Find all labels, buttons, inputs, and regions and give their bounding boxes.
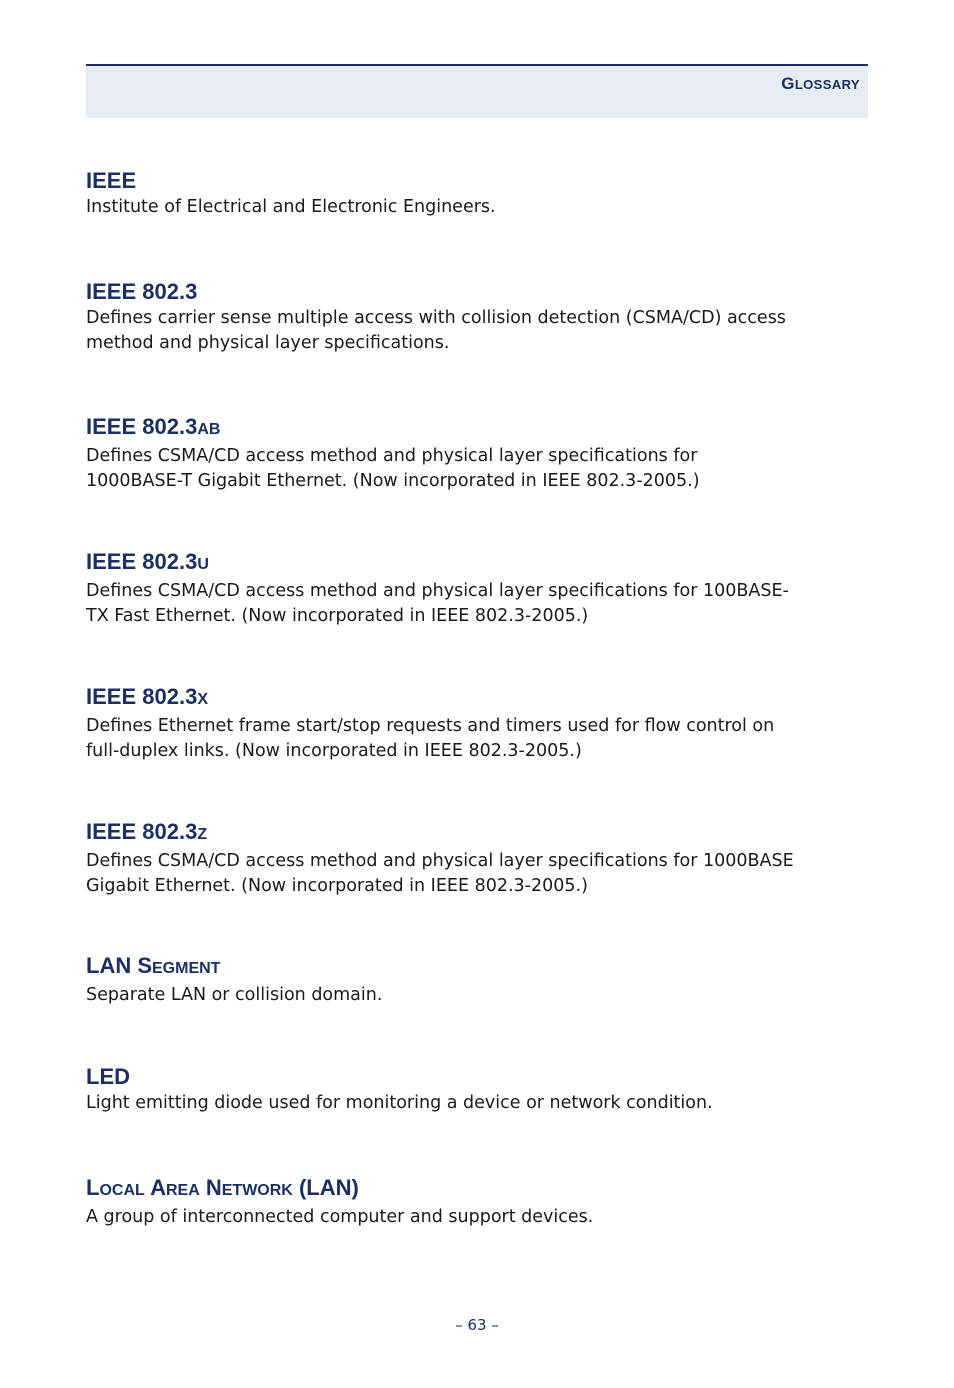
glossary-definition: Defines Ethernet frame start/stop requests and timers used for flow control on full-duplex links. (Now incorporated in IEEE 802.3-2005.)	[86, 716, 775, 761]
glossary-term: IEEE 802.3U	[86, 549, 209, 574]
glossary-entry-ieee-802-3	[86, 279, 876, 355]
glossary-term: IEEE	[86, 168, 137, 193]
glossary-definition: Defines CSMA/CD access method and physical layer specifications for 1000BASE-T Gigabit Ethernet. (Now incorporated in IEEE 802.3-2005.)	[86, 446, 700, 491]
header-band	[86, 64, 868, 118]
glossary-definition: Defines carrier sense multiple access with collision detection (CSMA/CD) access method and physical layer specifications.	[86, 308, 786, 353]
glossary-entry-ieee-802-3ab	[86, 414, 876, 493]
glossary-term: LED	[86, 1064, 130, 1089]
glossary-definition: Defines CSMA/CD access method and physical layer specifications for 100BASE- TX Fast Ethernet. (Now incorporated in IEEE 802.3-2005.)	[86, 581, 789, 626]
glossary-entry-led	[86, 1064, 876, 1116]
glossary-term: IEEE 802.3	[86, 279, 198, 304]
glossary-entry-ieee-802-3u	[86, 549, 876, 628]
section-title	[781, 74, 860, 94]
glossary-entry-lan-segment	[86, 953, 876, 1008]
glossary-definition: Separate LAN or collision domain.	[86, 985, 383, 1005]
glossary-term: LAN SEGMENT	[86, 953, 221, 978]
glossary-definition: Defines CSMA/CD access method and physical layer specifications for 1000BASE Gigabit Ethernet. (Now incorporated in IEEE 802.3-2005.)	[86, 851, 794, 896]
glossary-definition: A group of interconnected computer and support devices.	[86, 1207, 594, 1227]
glossary-term: IEEE 802.3X	[86, 684, 208, 709]
glossary-entry-ieee-802-3z	[86, 819, 876, 898]
glossary-definition: Light emitting diode used for monitoring a device or network condition.	[86, 1093, 713, 1113]
glossary-definition: Institute of Electrical and Electronic Engineers.	[86, 197, 496, 217]
section-title-rest: LOSSARY	[794, 77, 860, 92]
glossary-term: IEEE 802.3Z	[86, 819, 208, 844]
glossary-entry-ieee-802-3x	[86, 684, 876, 763]
glossary-term: IEEE 802.3AB	[86, 414, 221, 439]
section-title-initial: G	[781, 74, 795, 93]
glossary-term: LOCAL AREA NETWORK (LAN)	[86, 1175, 359, 1200]
page-number: – 63 –	[455, 1316, 499, 1334]
glossary-entry-ieee	[86, 168, 876, 220]
glossary-entry-local-area-network	[86, 1175, 876, 1230]
